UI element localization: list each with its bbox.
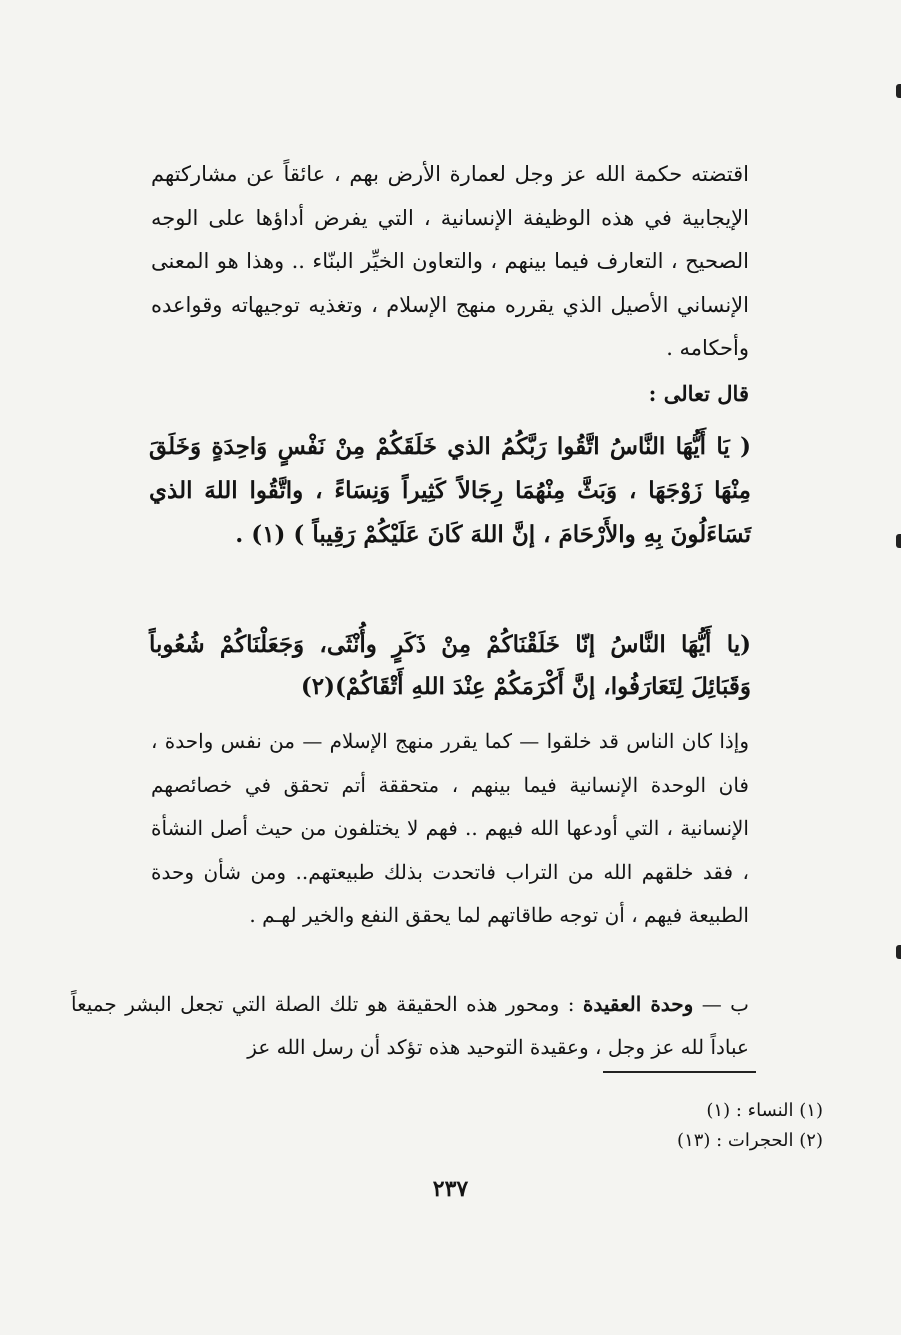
edge-mark (896, 534, 901, 548)
qal-taala-heading: قال تعالى : (648, 381, 749, 406)
edge-mark (896, 84, 901, 98)
footnote-divider (603, 1071, 756, 1073)
section-marker: ب — (693, 992, 749, 1016)
paragraph-intro: اقتضته حكمة الله عز وجل لعمارة الأرض بهم ، عائقاً عن مشاركتهم الإيجابية في هذه الوظيفة الإنسانية ، التي يفرض أداؤها على الوجه الصحيح ، التعارف فيما بينهم ، والتعاون الخيِّر البنّاء .. وهذا هو المعنى الإنساني الأصيل الذي يقرره منهج الإسلام ، وتغذيه توجيهاته وقواعده وأحكامه . (151, 162, 749, 360)
footnote-1: (١) النساء : (١) (706, 1100, 823, 1121)
section-label: وحدة العقيدة (582, 992, 694, 1016)
section-text: : ومحور هذه الحقيقة هو تلك الصلة التي تجعل البشر جميعاً عباداً لله عز وجل ، وعقيدة التوحيد هذه تؤكد أن رسل الله عز (71, 992, 749, 1059)
footnote-2: (٢) الحجرات : (١٣) (677, 1130, 823, 1151)
edge-mark (896, 945, 901, 959)
quran-verse-nisa: ( يَا أَيُّهَا النَّاسُ اتَّقُوا رَبَّكُمُ الذي خَلَقَكُمْ مِنْ نَفْسٍ وَاحِدَةٍ وَخَلَقَ مِنْهَا زَوْجَهَا ، وَبَثَّ مِنْهُمَا رِجَالاً كَثِيراً وَنِسَاءً ، واتَّقُوا اللهَ الذي تَسَاءَلُونَ بِهِ والأَرْحَامَ ، إنَّ اللهَ كَانَ عَلَيْكُمْ رَقِيباً ) (١) . (149, 433, 751, 548)
paragraph-creed-unity (71, 983, 749, 1069)
quran-verse-hujurat: (يا أَيُّهَا النَّاسُ إنّا خَلَقْنَاكُمْ مِنْ ذَكَرٍ وأُنْثَى، وَجَعَلْنَاكُمْ شُعُوباً وَقَبَائِلَ لِتَعَارَفُوا، إنَّ أَكْرَمَكُمْ عِنْدَ اللهِ أَتْقَاكُمْ)(٢) (149, 631, 751, 700)
paragraph-human-unity: وإذا كان الناس قد خلقوا — كما يقرر منهج الإسلام — من نفس واحدة ، فان الوحدة الإنسانية فيما بينهم ، متحققة أتم تحقق في خصائصهم الإنسانية ، التي أودعها الله فيهم .. فهم لا يختلفون من حيث أصل النشأة ، فقد خلقهم الله من التراب فاتحدت بذلك طبيعتهم.. ومن شأن وحدة الطبيعة فيهم ، أن توجه طاقاتهم لما يحقق النفع والخير لهـم . (151, 729, 750, 927)
page-number: ٢٣٧ (432, 1176, 469, 1202)
